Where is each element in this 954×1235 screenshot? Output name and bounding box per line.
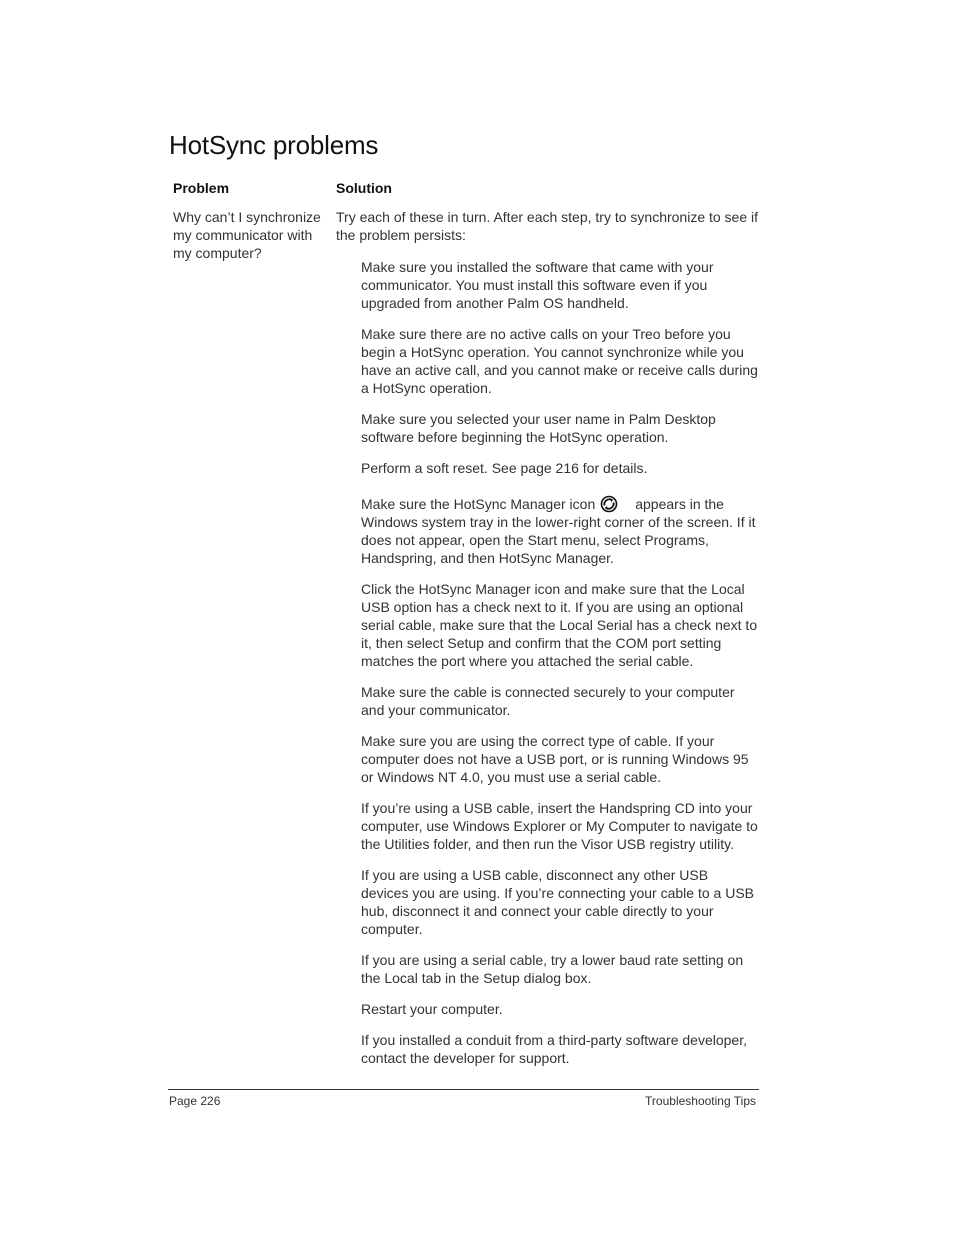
solution-intro: Try each of these in turn. After each step, try to synchronize to see if the problem persists: bbox=[336, 209, 759, 243]
hotsync-icon bbox=[599, 495, 621, 513]
solution-step: Make sure you are using the correct type of cable. If your computer does not have a USB port, or is running Windows 95 or Windows NT 4.0, you must use a serial cable. bbox=[361, 733, 749, 785]
solution-step: If you are using a USB cable, disconnect any other USB devices you are using. If you’re connecting your cable to a USB hub, disconnect it and connect your cable directly to your computer. bbox=[361, 867, 754, 937]
solution-step: Make sure you selected your user name in Palm Desktop software before beginning the HotSync operation. bbox=[361, 411, 716, 445]
problem-question: Why can’t I synchronize my communicator with my computer? bbox=[173, 209, 321, 261]
solution-step-hotsync-icon bbox=[361, 495, 759, 567]
solution-step: If you’re using a USB cable, insert the Handspring CD into your computer, use Windows Explorer or My Computer to navigate to the Utilities folder, and then run the Visor USB registry utility. bbox=[361, 800, 758, 852]
solution-column-header: Solution bbox=[336, 180, 392, 196]
footer-divider bbox=[168, 1089, 759, 1090]
solution-step: Click the HotSync Manager icon and make sure that the Local USB option has a check next to it. If you are using an optional serial cable, make sure that the Local Serial has a check next to it, then select Setup and confirm that the COM port setting matches the port where you attached the serial cable. bbox=[361, 581, 758, 669]
solution-step: If you are using a serial cable, try a lower baud rate setting on the Local tab in the Setup dialog box. bbox=[361, 952, 744, 986]
solution-step-text: appears in the Windows system tray in the lower-right corner of the screen. If it does not appear, open the Start menu, select Programs, Handspring, and then HotSync Manager. bbox=[361, 496, 756, 566]
page-number: Page 226 bbox=[169, 1094, 221, 1108]
solution-step: Make sure you installed the software that came with your communicator. You must install this software even if you upgraded from another Palm OS handheld. bbox=[361, 259, 714, 311]
problem-column-header: Problem bbox=[173, 180, 230, 196]
solution-steps bbox=[361, 258, 759, 1080]
solution-step: Restart your computer. bbox=[361, 1001, 503, 1017]
solution-step: Perform a soft reset. See page 216 for details. bbox=[361, 460, 648, 476]
solution-step: Make sure there are no active calls on your Treo before you begin a HotSync operation. You cannot synchronize while you have an active call, and you cannot make or receive calls during a HotSync operation. bbox=[361, 326, 758, 396]
solution-step: If you installed a conduit from a third-party software developer, contact the developer for support. bbox=[361, 1032, 747, 1066]
section-name: Troubleshooting Tips bbox=[645, 1094, 756, 1108]
solution-step-text: Make sure the HotSync Manager icon bbox=[361, 496, 596, 512]
page-title: HotSync problems bbox=[169, 130, 379, 160]
solution-step: Make sure the cable is connected securely to your computer and your communicator. bbox=[361, 684, 735, 718]
